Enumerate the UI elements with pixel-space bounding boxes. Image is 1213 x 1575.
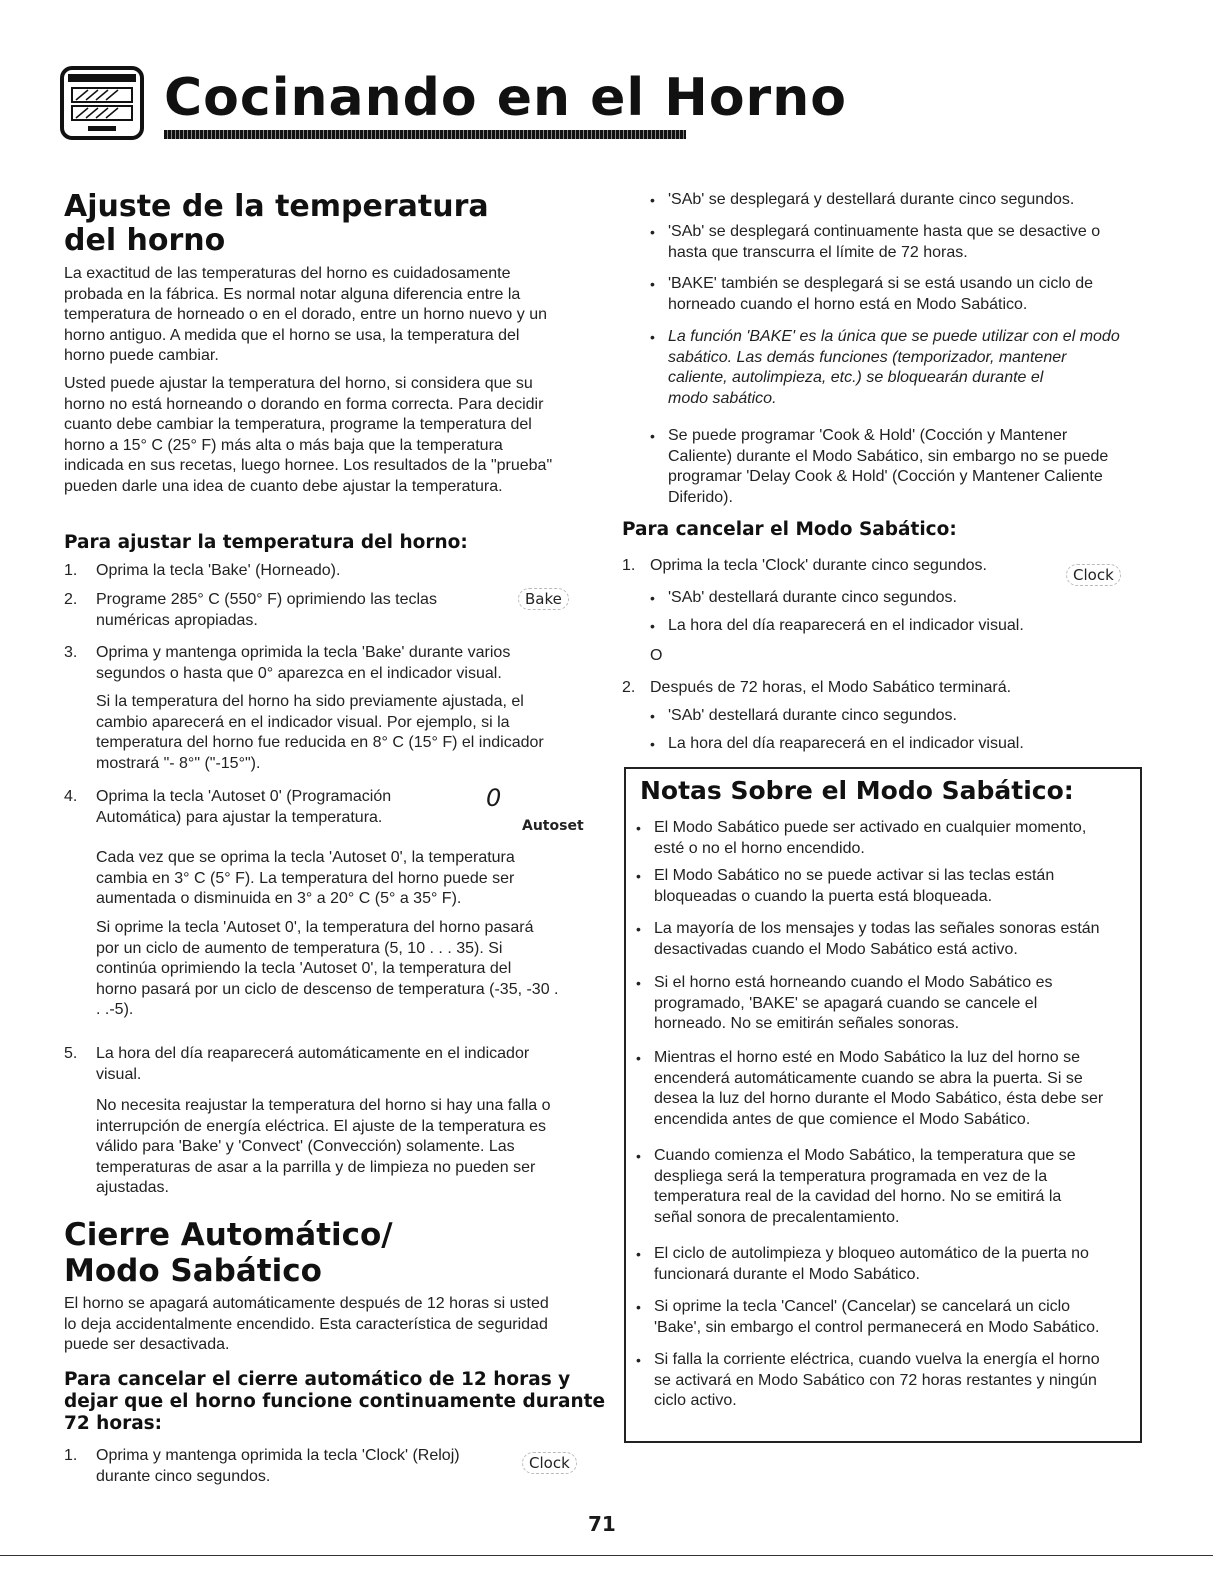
list-item: 'BAKE' también se desplegará si se está usando un ciclo de horneado cuando el horno está en Modo Sabático. — [668, 275, 1094, 313]
step-5-text: La hora del día reaparecerá automáticamente en el indicador visual. — [96, 1045, 530, 1083]
list-item: 'SAb' se desplegará continuamente hasta que se desactive o hasta que transcurra el límite de 72 horas. — [668, 223, 1101, 261]
step-number: 1. — [64, 1447, 78, 1464]
temp-intro-p2: Usted puede ajustar la temperatura del horno, si considera que su horno no está horneando o dorando en forma correcta. Para decidir cuanto debe cambiar la temperatura, programe la temperatura del horno a 15° C (25° F) más alta o más baja que la temperatura indicada en sus recetas, luego hornee. Los resultados de la "prueba" pueden darle una idea de cuanto debe ajustar la temperatura. — [64, 375, 553, 495]
list-item: La mayoría de los mensajes y todas las señales sonoras están desactivadas cuando el Modo Sabático está activo. — [654, 920, 1100, 958]
cancel-sabbath-step-1: Oprima la tecla 'Clock' durante cinco segundos. — [650, 557, 987, 574]
sabbath-intro: El horno se apagará automáticamente después de 12 horas si usted lo deja accidentalmente encendido. Esta característica de seguridad puede ser desactivada. — [64, 1295, 549, 1353]
list-item: Si falla la corriente eléctrica, cuando vuelva la energía el horno se activará en Modo Sabático con 72 horas restantes y ningún ciclo activo. — [654, 1351, 1100, 1409]
bake-key-button: Bake — [518, 588, 569, 610]
step-number: 5. — [64, 1045, 78, 1062]
list-item: Cuando comienza el Modo Sabático, la temperatura que se despliega será la temperatura programada en vez de la temperatura real de la cavidad del horno. No se emitirá la señal sonora de precalentamiento. — [654, 1147, 1076, 1226]
list-item: Si el horno está horneando cuando el Modo Sabático es programado, 'BAKE' se apagará cuando se cancele el horneado. No se emitirán señales sonoras. — [654, 974, 1053, 1032]
step-4-text: Oprima la tecla 'Autoset 0' (Programación Automática) para ajustar la temperatura. — [96, 788, 392, 826]
list-item: Mientras el horno esté en Modo Sabático la luz del horno se encenderá automáticamente cuando se abra la puerta. Si se desea la luz del horno durante el Modo Sabático, ésta debe ser encendida antes de que comience el Modo Sabático. — [654, 1049, 1104, 1128]
or-separator: O — [650, 647, 663, 664]
subheading-adjust-temp: Para ajustar la temperatura del horno: — [64, 532, 468, 553]
page-header — [58, 62, 847, 152]
step-number: 1. — [622, 557, 636, 574]
list-item: 'SAb' destellará durante cinco segundos. — [668, 707, 957, 724]
list-item: La hora del día reaparecerá en el indicador visual. — [668, 735, 1024, 752]
list-item: 'SAb' destellará durante cinco segundos. — [668, 589, 957, 606]
step-3-note: Si la temperatura del horno ha sido previamente ajustada, el cambio aparecerá en el indicador visual. Por ejemplo, si la temperatura del horno fue reducida en 8° C (15° F) el indicador mostrará "- 8°" ("-15°"). — [96, 693, 544, 772]
list-item: El Modo Sabático no se puede activar si las teclas están bloqueadas o cuando la puerta está bloqueada. — [654, 867, 1055, 905]
list-item: El Modo Sabático puede ser activado en cualquier momento, esté o no el horno encendido. — [654, 819, 1087, 857]
list-item: La hora del día reaparecerá en el indicador visual. — [668, 617, 1024, 634]
cancel-12h-step-1: Oprima y mantenga oprimida la tecla 'Clock' (Reloj) durante cinco segundos. — [96, 1447, 460, 1485]
list-item: El ciclo de autolimpieza y bloqueo automático de la puerta no funcionará durante el Modo Sabático. — [654, 1245, 1089, 1283]
list-item: La función 'BAKE' es la única que se puede utilizar con el modo sabático. Las demás funciones (temporizador, mantener caliente, autolimpieza, etc.) se bloquearán durante el modo sabático. — [668, 328, 1120, 407]
subheading-cancel-sabbath: Para cancelar el Modo Sabático: — [622, 519, 957, 540]
oven-icon — [58, 62, 148, 144]
title-rule — [164, 130, 686, 139]
page-number: 71 — [588, 1512, 616, 1536]
section-title-sabbath-l2: Modo Sabático — [64, 1253, 322, 1289]
list-item: 'SAb' se desplegará y destellará durante cinco segundos. — [668, 191, 1075, 208]
section-title-temp-l2: del horno — [64, 223, 226, 258]
step-2-text: Programe 285° C (550° F) oprimiendo las teclas numéricas apropiadas. — [96, 591, 437, 629]
temp-intro-p1: La exactitud de las temperaturas del horno es cuidadosamente probada en la fábrica. Es normal notar alguna diferencia entre la temperatura de horneado o en el dorado, entre un horno nuevo y un horno antiguo. A medida que el horno se usa, la temperatura del horno puede cambiar. — [64, 265, 548, 364]
subheading-cancel-12h: Para cancelar el cierre automático de 12 horas y dejar que el horno funcione continuamente durante 72 horas: — [64, 1369, 606, 1434]
list-item: Se puede programar 'Cook & Hold' (Cocción y Mantener Caliente) durante el Modo Sabático, sin embargo no se puede programar 'Delay Cook & Hold' (Cocción y Mantener Caliente Diferido). — [668, 427, 1109, 506]
step-number: 2. — [622, 679, 636, 696]
section-title-sabbath-l1: Cierre Automático/ — [64, 1217, 393, 1253]
footer-rule — [0, 1555, 1213, 1556]
step-number: 4. — [64, 788, 78, 805]
step-number: 1. — [64, 562, 78, 579]
step-5-note: No necesita reajustar la temperatura del horno si hay una falla o interrupción de energía eléctrica. El ajuste de la temperatura es válido para 'Bake' y 'Convect' (Convección) solamente. Las temperaturas de asar a la parrilla y de limpieza no pueden ser ajustadas. — [96, 1097, 551, 1196]
step-4-note-1: Cada vez que se oprima la tecla 'Autoset 0', la temperatura cambia en 3° C (5° F). La temperatura del horno puede ser aumentada o disminuida en 3° a 20° C (5° a 35° F). — [96, 849, 515, 907]
step-number: 2. — [64, 591, 78, 608]
step-4-note-2: Si oprime la tecla 'Autoset 0', la temperatura del horno pasará por un ciclo de aumento de temperatura (5, 10 . . . 35). Si continúa oprimiendo la tecla 'Autoset 0', la temperatura del horno pasará por un ciclo de descenso de temperatura (-35, -30 . . .-5). — [96, 919, 559, 1018]
autoset-key-button: Autoset — [522, 818, 584, 834]
clock-key-button: Clock — [1066, 564, 1121, 586]
step-3-text: Oprima y mantenga oprimida la tecla 'Bake' durante varios segundos o hasta que 0° aparezca en el indicador visual. — [96, 644, 511, 682]
list-item: Si oprime la tecla 'Cancel' (Cancelar) se cancelará un ciclo 'Bake', sin embargo el control permanecerá en Modo Sabático. — [654, 1298, 1100, 1336]
page-title: Cocinando en el Horno — [164, 68, 847, 128]
cancel-sabbath-step-2: Después de 72 horas, el Modo Sabático terminará. — [650, 679, 1012, 696]
notes-title: Notas Sobre el Modo Sabático: — [640, 776, 1074, 805]
clock-key-button: Clock — [522, 1452, 577, 1474]
step-1-text: Oprima la tecla 'Bake' (Horneado). — [96, 562, 341, 579]
step-number: 3. — [64, 644, 78, 661]
section-title-temp-l1: Ajuste de la temperatura — [64, 189, 489, 224]
autoset-symbol: 0 — [486, 784, 502, 812]
